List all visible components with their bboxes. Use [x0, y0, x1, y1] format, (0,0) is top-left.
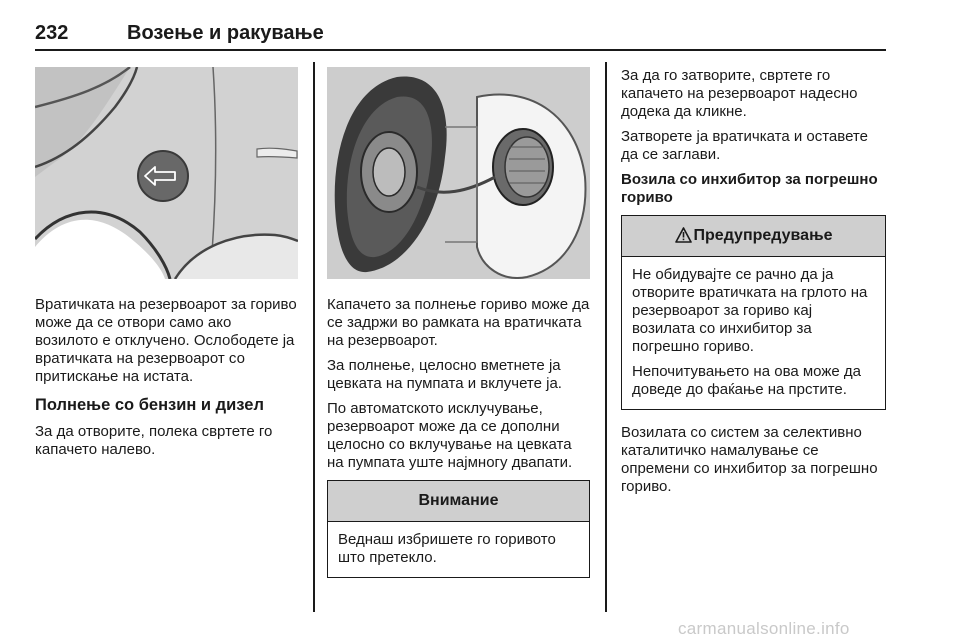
col3-paragraph: Возилата со систем за селективно каталитичко намалување се опремени со инхибитор за погрешно гориво.: [621, 424, 878, 495]
caution-box: [327, 480, 590, 578]
column-divider: [605, 62, 607, 612]
col2-paragraph: По автоматското исклучување, резервоарот може да се дополни целосно со вклучување на цевката на пумпата уште најмногу двапати.: [327, 400, 573, 471]
col1-paragraph: Вратичката на резервоарот за гориво може да се отвори само ако возилото е отклучено. Ослободете ја вратичката на резервоарот со притискање на истата.: [35, 296, 297, 385]
section-heading: Полнење со бензин и дизел: [35, 396, 264, 414]
column-1: [35, 67, 298, 466]
warning-text: Не обидувајте се рачно да ја отворите вратичката на грлото на резервоарот за гориво кај возилата со инхибитор за погрешно гориво.: [632, 266, 868, 355]
col2-paragraph: За полнење, целосно вметнете ја цевката на пумпата и вклучете ја.: [327, 357, 562, 392]
warning-title-bar: [622, 216, 885, 257]
fuel-cap-illustration: [327, 67, 590, 279]
col3-paragraph: За да го затворите, свртете го капачето на резервоарот надесно додека да кликне.: [621, 67, 858, 120]
col2-paragraph: Капачето за полнење гориво може да се задржи во рамката на вратичката на резервоарот.: [327, 296, 590, 349]
caution-text: Веднаш избришете го горивото што претекло.: [338, 531, 556, 566]
column-divider: [313, 62, 315, 612]
header-rule: [35, 49, 886, 51]
fuel-door-illustration: [35, 67, 298, 279]
warning-text: Непочитувањето на ова може да доведе до фаќање на прстите.: [632, 363, 861, 398]
warning-triangle-icon: [675, 219, 692, 259]
col3-paragraph: Затворете ја вратичката и оставете да се заглави.: [621, 128, 868, 163]
caution-title: Внимание: [328, 481, 589, 522]
page-header: [35, 22, 885, 48]
chapter-title: Возење и ракување: [127, 22, 324, 44]
warning-box: [621, 215, 886, 410]
column-3: [621, 67, 886, 503]
page-number: 232: [35, 22, 69, 44]
section-heading: Возила со инхибитор за погрешно гориво: [621, 171, 878, 206]
warning-title: Предупредување: [693, 227, 833, 244]
col1-paragraph: За да отворите, полека свртете го капачето налево.: [35, 423, 273, 458]
watermark: carmanualsonline.info: [678, 619, 850, 638]
column-2: [327, 67, 590, 578]
